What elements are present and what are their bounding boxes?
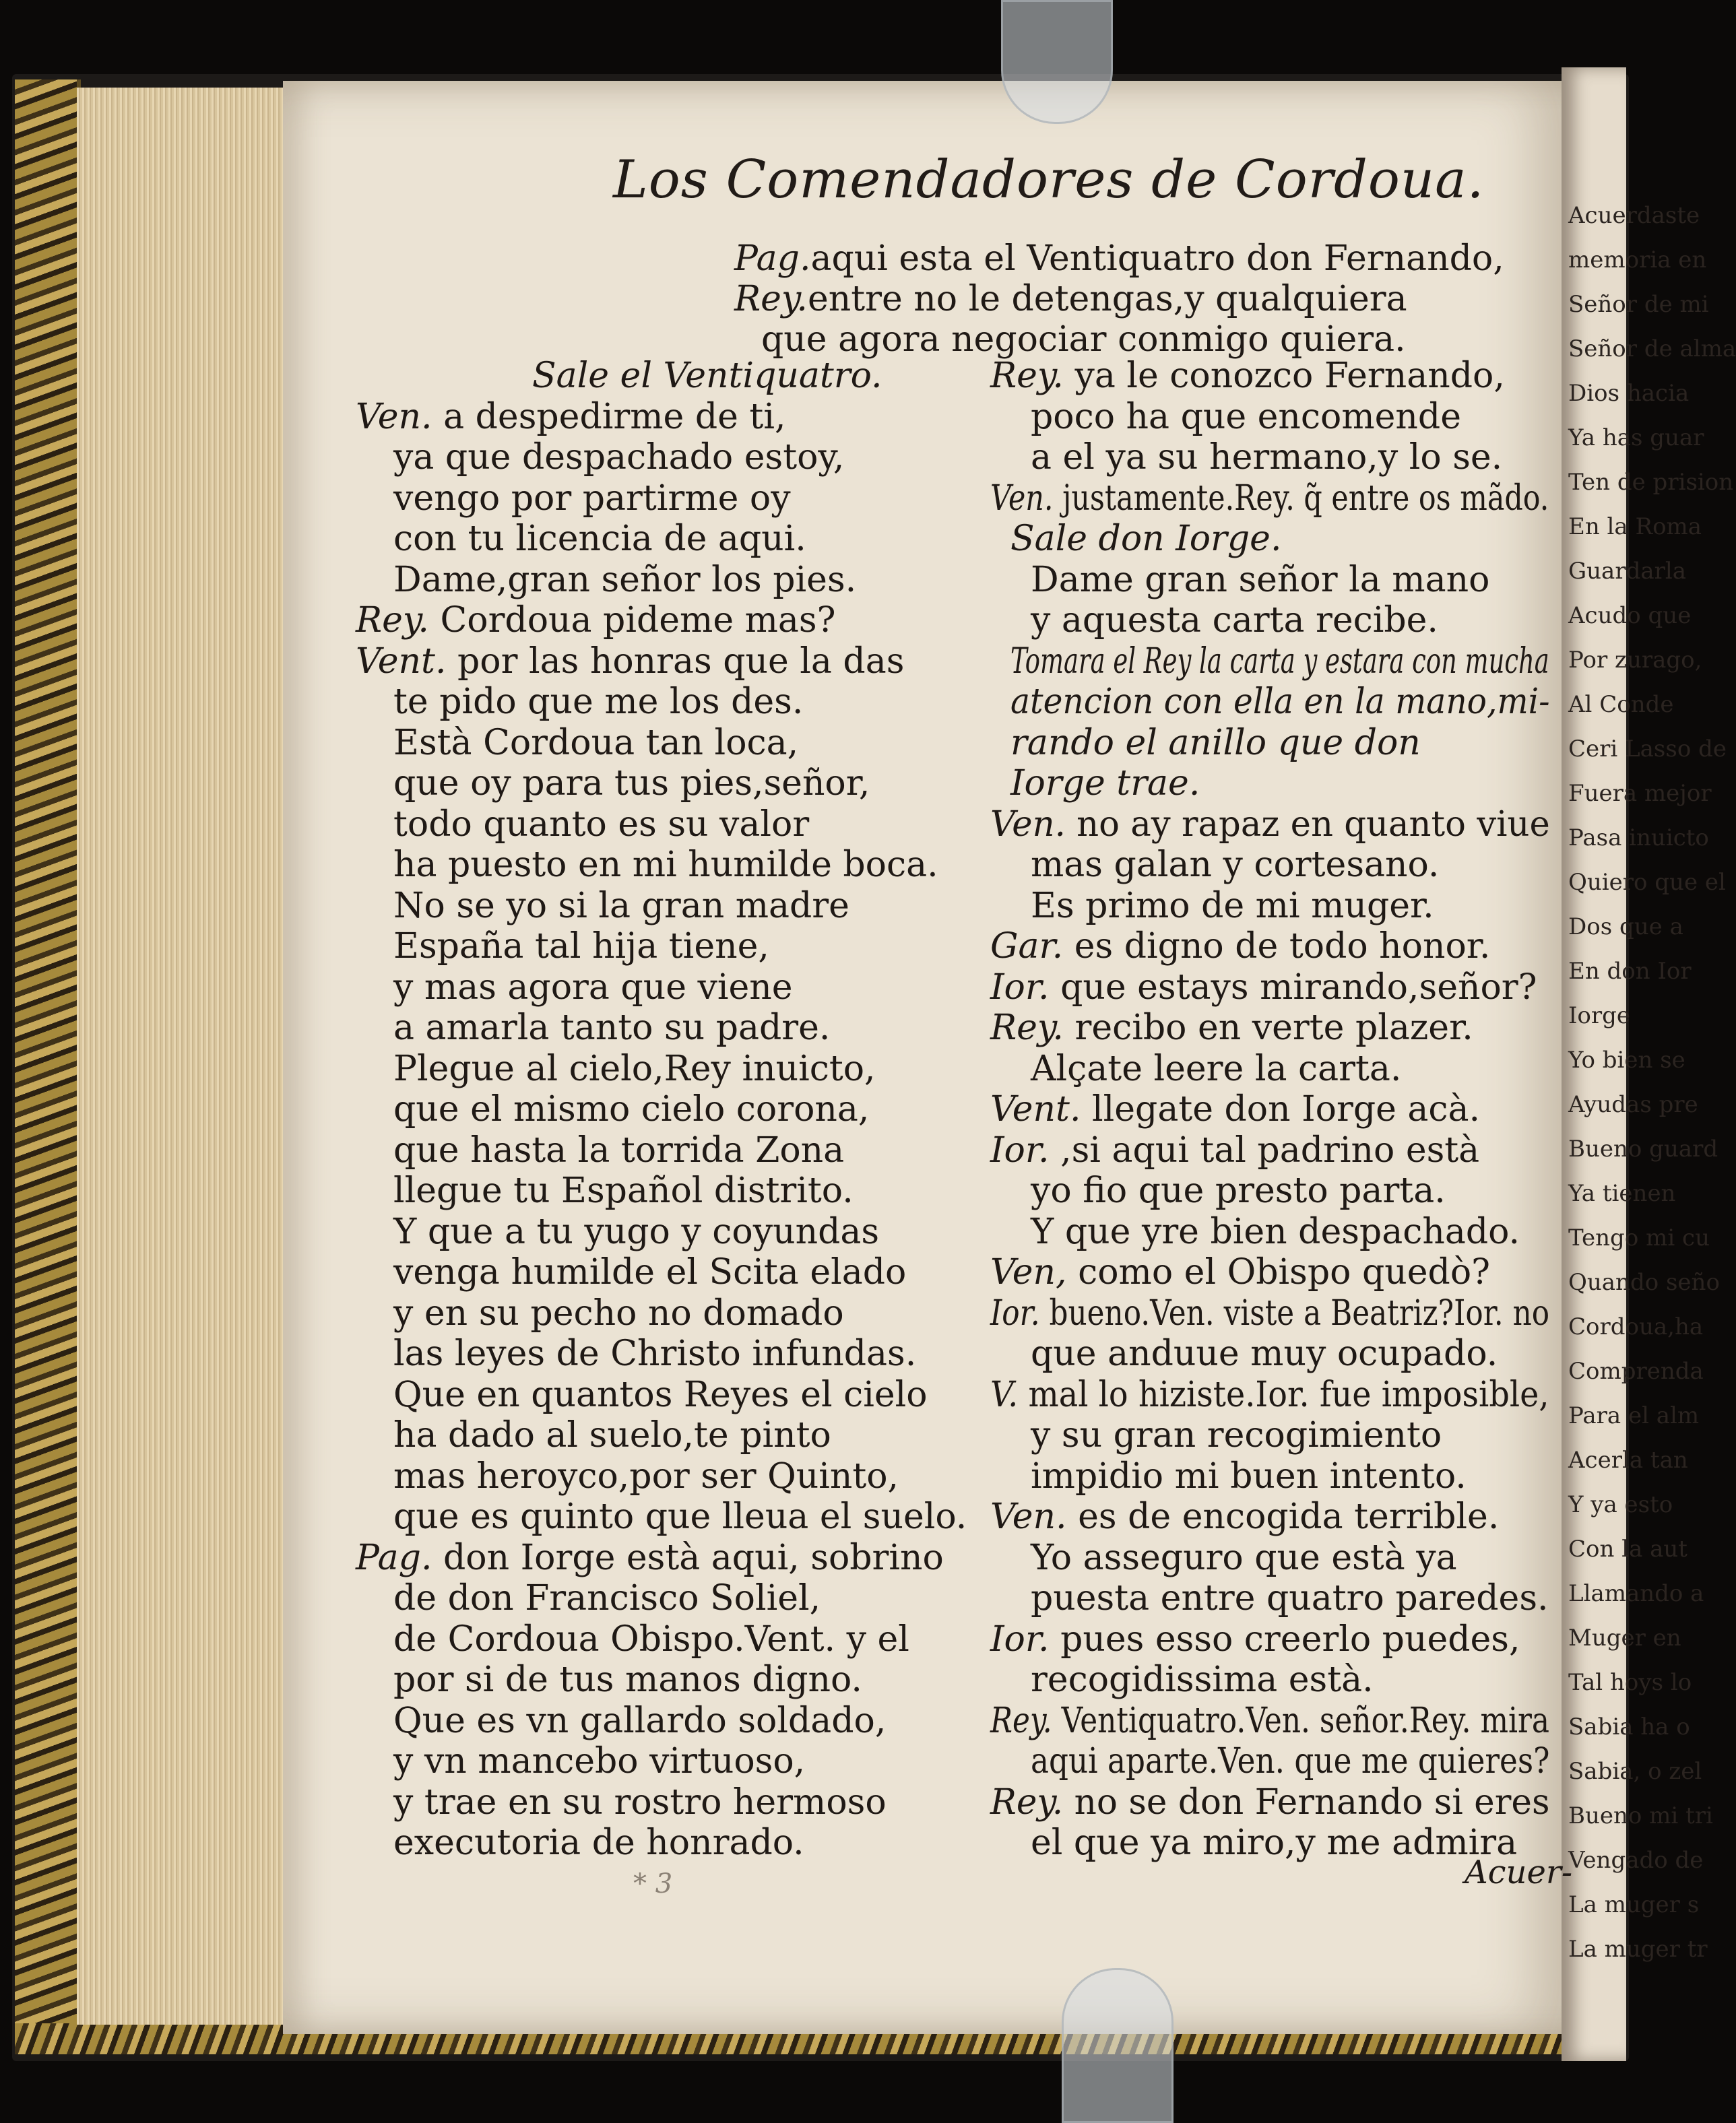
- next-page-fragment: Fuera mejor: [1568, 780, 1712, 807]
- verse-line: [1031, 1578, 1549, 1619]
- next-page-fragment: Sabia, o zel: [1568, 1758, 1702, 1785]
- verse-line: [990, 1374, 1549, 1415]
- verse-text: llegate don Iorge acà.: [1092, 1089, 1481, 1130]
- next-page-fragment: Ten de prision: [1568, 469, 1734, 496]
- next-page-fragment: Bueno guard: [1568, 1136, 1718, 1163]
- verse-text: rando el anillo que don: [1010, 722, 1421, 763]
- next-page-fragment: Ya tienen: [1568, 1180, 1676, 1207]
- verse-text: venga humilde el Scita elado: [393, 1252, 907, 1293]
- speaker-label: V.: [990, 1374, 1029, 1415]
- verse-line: [990, 1782, 1550, 1823]
- verse-text: Dame,gran señor los pies.: [393, 559, 857, 600]
- verse-text: a el ya su hermano,y lo se.: [1031, 437, 1503, 478]
- verse-text: justamente.Rey. q̃ entre os mãdo.: [1062, 478, 1549, 519]
- verse-line: [393, 1089, 870, 1130]
- next-page-fragment: Bueno mi tri: [1568, 1802, 1713, 1829]
- next-page-fragment: Dios hacia: [1568, 380, 1690, 407]
- next-page-fragment: Llamando a: [1568, 1580, 1704, 1607]
- next-page-fragment: Comprenda: [1568, 1358, 1704, 1385]
- verse-text: como el Obispo quedò?: [1078, 1252, 1490, 1293]
- next-page-fragment: Y ya esto: [1568, 1491, 1673, 1518]
- verse-line: [990, 478, 1549, 519]
- next-page-fragment: Muger en: [1568, 1625, 1681, 1652]
- verse-text: ha dado al suelo,te pinto: [393, 1415, 831, 1456]
- verse-text: recogidissima està.: [1031, 1660, 1374, 1700]
- next-page-fragment: Cordoua,ha: [1568, 1313, 1704, 1340]
- next-page-fragment: memoria en: [1568, 247, 1707, 273]
- verse-line: [393, 1293, 844, 1334]
- next-page-fragment: Señor de alma: [1568, 335, 1736, 362]
- verse-line: [1031, 1211, 1520, 1252]
- verse-text: aqui esta el Ventiquatro don Fernando,: [810, 238, 1504, 279]
- verse-line: [393, 1700, 887, 1741]
- next-page-fragment: La muger tr: [1568, 1936, 1708, 1963]
- verse-text: pues esso creerlo puedes,: [1060, 1619, 1520, 1660]
- next-page-fragment: Acudo que: [1568, 602, 1692, 629]
- verse-line: [393, 682, 804, 722]
- verse-line: [990, 1008, 1473, 1048]
- speaker-label: Pag.: [734, 238, 811, 279]
- verse-text: Sale don Iorge.: [1010, 519, 1282, 559]
- speaker-label: Ior.: [990, 1293, 1050, 1334]
- verse-text: mas galan y cortesano.: [1031, 845, 1440, 885]
- verse-text: de Cordoua Obispo.Vent. y el: [393, 1619, 909, 1660]
- verse-text: Y que a tu yugo y coyundas: [393, 1211, 880, 1252]
- verse-text: mas heroyco,por ser Quinto,: [393, 1456, 899, 1497]
- speaker-label: Rey.: [990, 1008, 1075, 1048]
- verse-text: Tomara el Rey la carta y estara con mucha: [1010, 641, 1549, 682]
- verse-line: [1010, 641, 1549, 682]
- verse-line: [990, 1700, 1550, 1741]
- verse-text: que hasta la torrida Zona: [393, 1130, 845, 1171]
- verse-line: [532, 356, 882, 396]
- verse-line: [1031, 1171, 1446, 1211]
- verse-line: [393, 1741, 806, 1782]
- verse-line: [393, 926, 769, 967]
- next-page-fragment: Acerla tan: [1568, 1447, 1688, 1474]
- verse-line: [356, 600, 836, 641]
- verse-text: Que es vn gallardo soldado,: [393, 1700, 887, 1741]
- next-page-fragment: En don Ior: [1568, 958, 1692, 985]
- verse-text: todo quanto es su valor: [393, 804, 810, 845]
- next-page-fragment: Por zurago,: [1568, 647, 1702, 674]
- verse-text: que es quinto que lleua el suelo.: [393, 1497, 967, 1537]
- speaker-label: Ven.: [990, 1497, 1079, 1537]
- speaker-label: Ior.: [990, 967, 1061, 1008]
- verse-line: [1010, 763, 1200, 804]
- verse-text: no se don Fernando si eres: [1074, 1782, 1550, 1823]
- verse-line: [990, 1130, 1480, 1171]
- verse-text: y en su pecho no domado: [393, 1293, 844, 1334]
- verse-line: [393, 478, 791, 519]
- signature-mark: * 3: [633, 1868, 673, 1899]
- verse-text: Cordoua pideme mas?: [440, 600, 836, 641]
- verse-text: ya le conozco Fernando,: [1074, 356, 1505, 396]
- next-page-fragment: Vengado de: [1568, 1847, 1704, 1874]
- verse-line: [393, 1048, 876, 1089]
- verse-line: [1031, 1823, 1518, 1863]
- verse-line: [1031, 845, 1440, 885]
- verse-line: [990, 356, 1505, 396]
- next-page-fragment: Iorge: [1568, 1002, 1631, 1029]
- verse-line: [393, 437, 845, 478]
- speaker-label: Rey.: [734, 279, 808, 319]
- verse-line: [990, 967, 1537, 1008]
- next-page-fragment: Para el alm: [1568, 1402, 1700, 1429]
- verse-text: Es primo de mi muger.: [1031, 885, 1434, 926]
- next-page-fragment: Ceri Lasso de: [1568, 736, 1727, 762]
- verse-line: [393, 519, 806, 559]
- verse-line: [393, 1619, 909, 1660]
- verse-text: Que en quantos Reyes el cielo: [393, 1374, 928, 1415]
- speaker-label: Ior.: [990, 1619, 1061, 1660]
- speaker-label: Rey.: [990, 1700, 1062, 1741]
- speaker-label: Ven.: [990, 478, 1063, 519]
- verse-line: [393, 885, 849, 926]
- speaker-label: Pag.: [356, 1537, 443, 1578]
- next-page-fragment: Dos que a: [1568, 913, 1683, 940]
- verse-line: [393, 1823, 804, 1863]
- verse-text: ,si aqui tal padrino està: [1060, 1130, 1480, 1171]
- verse-text: y trae en su rostro hermoso: [393, 1782, 887, 1823]
- verse-text: impidio mi buen intento.: [1031, 1456, 1467, 1497]
- verse-line: [393, 1130, 845, 1171]
- verse-text: que anduue muy ocupado.: [1031, 1334, 1498, 1374]
- verse-line: [356, 1537, 944, 1578]
- verse-text: bueno.Ven. viste a Beatriz?Ior. no: [1049, 1293, 1550, 1334]
- verse-text: por si de tus manos digno.: [393, 1660, 862, 1700]
- next-page-fragment: Sabia ha o: [1568, 1713, 1690, 1740]
- verse-text: mal lo hiziste.Ior. fue imposible,: [1028, 1374, 1549, 1415]
- verse-text: de don Francisco Soliel,: [393, 1578, 821, 1619]
- verse-text: que agora negociar conmigo quiera.: [761, 319, 1406, 360]
- verse-text: y vn mancebo virtuoso,: [393, 1741, 806, 1782]
- verse-line: [393, 1497, 967, 1537]
- verse-line: [393, 804, 810, 845]
- verse-text: y mas agora que viene: [393, 967, 793, 1008]
- verse-text: poco ha que encomende: [1031, 396, 1461, 437]
- verse-text: las leyes de Christo infundas.: [393, 1334, 917, 1374]
- verse-line: [1031, 559, 1490, 600]
- verse-text: Yo asseguro que està ya: [1031, 1537, 1457, 1578]
- next-page-fragment: Ya has guar: [1568, 424, 1704, 451]
- next-page-fragment: La muger s: [1568, 1891, 1700, 1918]
- verse-line: [393, 1374, 928, 1415]
- next-page-fragment: Quiero que el: [1568, 869, 1726, 896]
- gilt-cover-border: [15, 79, 81, 2039]
- verse-text: ya que despachado estoy,: [393, 437, 845, 478]
- verse-text: y aquesta carta recibe.: [1031, 600, 1438, 641]
- verse-line: [990, 1497, 1500, 1537]
- verse-text: executoria de honrado.: [393, 1823, 804, 1863]
- verse-text: atencion con ella en la mano,mi-: [1010, 682, 1550, 722]
- verse-line: [1031, 1660, 1374, 1700]
- verse-text: vengo por partirme oy: [393, 478, 791, 519]
- verse-line: [1031, 1456, 1467, 1497]
- verse-text: Iorge trae.: [1010, 763, 1200, 804]
- verse-line: [393, 1660, 862, 1700]
- verse-line: [393, 1415, 831, 1456]
- verse-line: [1031, 396, 1461, 437]
- next-page-fragment: En la Roma: [1568, 513, 1702, 540]
- speaker-label: Ven.: [356, 396, 444, 437]
- page-edges: [77, 88, 288, 2025]
- verse-text: recibo en verte plazer.: [1074, 1008, 1473, 1048]
- verse-text: Y que yre bien despachado.: [1031, 1211, 1520, 1252]
- verse-line: [1031, 1537, 1457, 1578]
- next-page-fragment: Tengo mi cu: [1568, 1224, 1710, 1251]
- verse-line: [1010, 519, 1282, 559]
- verse-text: y su gran recogimiento: [1031, 1415, 1442, 1456]
- verse-text: por las honras que la das: [457, 641, 905, 682]
- speaker-label: Vent.: [990, 1089, 1092, 1130]
- speaker-label: Vent.: [356, 641, 457, 682]
- next-page-edge: [1562, 67, 1736, 2061]
- next-page-fragment: Ayudas pre: [1568, 1091, 1698, 1118]
- verse-line: [734, 238, 1504, 279]
- verse-line: [990, 1252, 1490, 1293]
- verse-line: [990, 1619, 1520, 1660]
- verse-line: [393, 763, 870, 804]
- verse-line: [393, 1008, 831, 1048]
- verse-text: a amarla tanto su padre.: [393, 1008, 831, 1048]
- verse-text: es digno de todo honor.: [1074, 926, 1491, 967]
- verse-line: [1031, 600, 1438, 641]
- verse-line: [1031, 1048, 1402, 1089]
- next-page-fragment: Yo bien se: [1568, 1047, 1685, 1074]
- verse-text: que estays mirando,señor?: [1060, 967, 1537, 1008]
- verse-text: no ay rapaz en quanto viue: [1076, 804, 1550, 845]
- next-page-fragment: Pasa inuicto: [1568, 824, 1709, 851]
- verse-text: Dame gran señor la mano: [1031, 559, 1490, 600]
- speaker-label: Rey.: [990, 356, 1075, 396]
- verse-line: [1031, 1415, 1442, 1456]
- verse-text: No se yo si la gran madre: [393, 885, 849, 926]
- verse-line: [393, 967, 793, 1008]
- verse-text: España tal hija tiene,: [393, 926, 769, 967]
- verse-text: Està Cordoua tan loca,: [393, 722, 799, 763]
- verse-text: don Iorge està aqui, sobrino: [443, 1537, 944, 1578]
- verse-line: [393, 722, 799, 763]
- verse-text: aqui aparte.Ven. que me quieres?: [1031, 1741, 1550, 1782]
- verse-line: [1031, 1741, 1550, 1782]
- next-page-fragment: Señor de mi: [1568, 291, 1709, 318]
- verse-line: [393, 1334, 917, 1374]
- verse-text: a despedirme de ti,: [443, 396, 786, 437]
- next-page-fragment: Acuerdaste: [1568, 202, 1700, 229]
- verse-text: es de encogida terrible.: [1078, 1497, 1500, 1537]
- verse-text: yo fio que presto parta.: [1031, 1171, 1446, 1211]
- running-title: Los Comendadores de Cordoua.: [613, 150, 1485, 210]
- verse-line: [393, 1171, 854, 1211]
- verse-text: con tu licencia de aqui.: [393, 519, 806, 559]
- verse-line: [393, 845, 938, 885]
- verse-text: el que ya miro,y me admira: [1031, 1823, 1518, 1863]
- page-clip-bottom: [1062, 1968, 1174, 2123]
- verse-text: ha puesto en mi humilde boca.: [393, 845, 938, 885]
- verse-line: [734, 279, 1407, 319]
- catchword: Acuer-: [1465, 1854, 1573, 1891]
- next-page-fragment: Tal hoys lo: [1568, 1669, 1692, 1696]
- verse-line: [1031, 885, 1434, 926]
- page-clip-top: [1001, 0, 1113, 124]
- verse-line: [761, 319, 1406, 360]
- verse-text: Ventiquatro.Ven. señor.Rey. mira: [1061, 1700, 1550, 1741]
- verse-line: [990, 1293, 1550, 1334]
- speaker-label: Rey.: [990, 1782, 1074, 1823]
- next-page-fragment: Con la aut: [1568, 1536, 1687, 1563]
- verse-text: puesta entre quatro paredes.: [1031, 1578, 1549, 1619]
- verse-line: [1031, 437, 1503, 478]
- verse-line: [1010, 722, 1421, 763]
- verse-line: [1031, 1334, 1498, 1374]
- verse-line: [393, 1782, 887, 1823]
- next-page-fragment: Quando seño: [1568, 1269, 1720, 1296]
- speaker-label: Gar.: [990, 926, 1074, 967]
- verse-text: que el mismo cielo corona,: [393, 1089, 870, 1130]
- verse-line: [356, 641, 905, 682]
- speaker-label: Rey.: [356, 600, 441, 641]
- verse-text: Plegue al cielo,Rey inuicto,: [393, 1048, 876, 1089]
- verse-line: [393, 1211, 880, 1252]
- verse-text: entre no le detengas,y qualquiera: [807, 279, 1407, 319]
- verse-text: Alçate leere la carta.: [1031, 1048, 1402, 1089]
- speaker-label: Ior.: [990, 1130, 1061, 1171]
- next-page-fragment: Al Conde: [1568, 691, 1674, 718]
- next-page-fragment: Guardarla: [1568, 558, 1687, 585]
- verse-line: [356, 396, 786, 437]
- verse-line: [393, 1578, 821, 1619]
- verse-line: [990, 926, 1491, 967]
- verse-text: que oy para tus pies,señor,: [393, 763, 870, 804]
- verse-text: Sale el Ventiquatro.: [532, 356, 882, 396]
- verse-line: [393, 559, 857, 600]
- verse-line: [393, 1252, 907, 1293]
- verse-line: [990, 804, 1550, 845]
- verse-line: [393, 1456, 899, 1497]
- verse-text: te pido que me los des.: [393, 682, 804, 722]
- verse-line: [1010, 682, 1550, 722]
- speaker-label: Ven.: [990, 804, 1077, 845]
- verse-line: [990, 1089, 1481, 1130]
- verse-text: llegue tu Español distrito.: [393, 1171, 854, 1211]
- speaker-label: Ven,: [990, 1252, 1079, 1293]
